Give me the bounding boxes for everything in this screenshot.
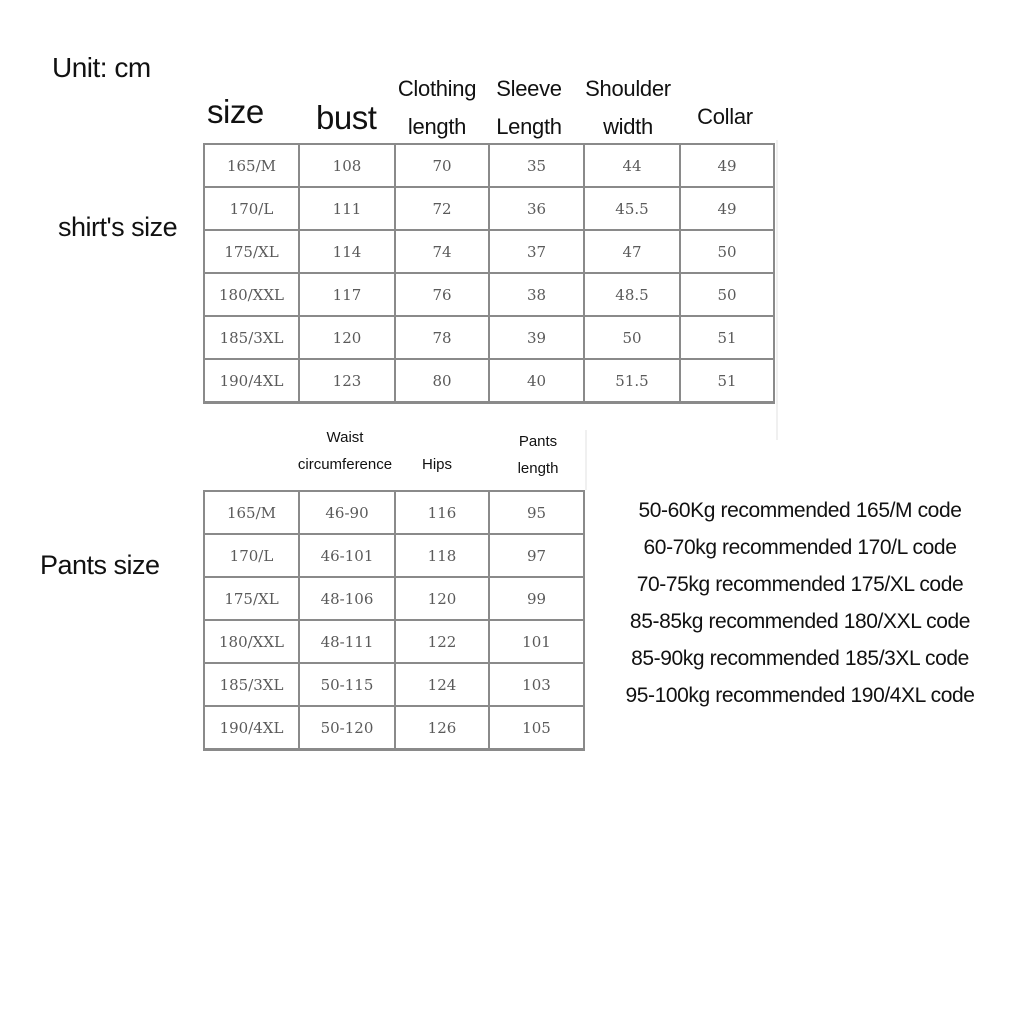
recommendation-item: 85-90kg recommended 185/3XL code	[631, 647, 969, 670]
table-row	[204, 273, 774, 316]
table-cell: 175/XL	[204, 230, 299, 273]
table-cell: 165/M	[204, 144, 299, 187]
table-cell: 111	[299, 187, 395, 230]
header-line: Length	[496, 114, 562, 139]
header-line: length	[517, 460, 559, 477]
table-cell: 80	[395, 359, 489, 403]
header-line: Waist	[326, 429, 364, 446]
header-line: Shoulder	[585, 76, 671, 101]
table-row	[204, 577, 584, 620]
table-cell: 46-101	[299, 534, 395, 577]
table-cell: 74	[395, 230, 489, 273]
table-cell: 39	[489, 316, 584, 359]
shirt-header-shoulder-width	[578, 70, 678, 146]
table-cell: 95	[489, 491, 584, 534]
table-cell: 118	[395, 534, 489, 577]
table-cell: 50-120	[299, 706, 395, 750]
pants-header-waist	[295, 424, 395, 478]
table-cell: 117	[299, 273, 395, 316]
table-cell: 35	[489, 144, 584, 187]
table-cell: 50	[680, 273, 774, 316]
table-cell: 170/L	[204, 534, 299, 577]
table-cell: 50	[680, 230, 774, 273]
table-cell: 170/L	[204, 187, 299, 230]
table-cell: 123	[299, 359, 395, 403]
table-cell: 126	[395, 706, 489, 750]
table-cell: 114	[299, 230, 395, 273]
shirt-header-sleeve-length	[482, 70, 576, 146]
header-line: Pants	[518, 433, 558, 450]
divider	[585, 430, 587, 490]
table-cell: 78	[395, 316, 489, 359]
table-row	[204, 706, 584, 750]
table-cell: 46-90	[299, 491, 395, 534]
table-cell: 122	[395, 620, 489, 663]
table-cell: 36	[489, 187, 584, 230]
shirt-header-size: size	[207, 93, 264, 130]
table-row	[204, 316, 774, 359]
table-cell: 180/XXL	[204, 620, 299, 663]
shirt-header-clothing-length	[390, 70, 484, 146]
table-cell: 51.5	[584, 359, 680, 403]
table-cell: 72	[395, 187, 489, 230]
table-cell: 50	[584, 316, 680, 359]
table-cell: 38	[489, 273, 584, 316]
table-cell: 48.5	[584, 273, 680, 316]
header-line: Clothing	[397, 76, 477, 101]
table-cell: 76	[395, 273, 489, 316]
table-cell: 185/3XL	[204, 316, 299, 359]
table-cell: 105	[489, 706, 584, 750]
table-row	[204, 230, 774, 273]
pants-section-label: Pants size	[40, 550, 160, 580]
recommendation-item: 50-60Kg recommended 165/M code	[638, 499, 962, 522]
table-cell: 48-106	[299, 577, 395, 620]
table-row	[204, 663, 584, 706]
table-row	[204, 187, 774, 230]
table-cell: 165/M	[204, 491, 299, 534]
table-cell: 49	[680, 187, 774, 230]
table-cell: 120	[299, 316, 395, 359]
table-row	[204, 534, 584, 577]
table-cell: 103	[489, 663, 584, 706]
table-cell: 99	[489, 577, 584, 620]
table-cell: 40	[489, 359, 584, 403]
unit-label: Unit: cm	[52, 52, 151, 83]
table-row	[204, 144, 774, 187]
table-row	[204, 359, 774, 403]
table-cell: 185/3XL	[204, 663, 299, 706]
pants-header-hips: Hips	[421, 456, 452, 473]
table-row	[204, 620, 584, 663]
table-cell: 101	[489, 620, 584, 663]
recommendation-item: 95-100kg recommended 190/4XL code	[625, 684, 975, 707]
shirt-size-table	[203, 143, 775, 404]
table-cell: 45.5	[584, 187, 680, 230]
header-line: circumference	[297, 456, 393, 473]
table-cell: 48-111	[299, 620, 395, 663]
table-cell: 51	[680, 316, 774, 359]
table-cell: 51	[680, 359, 774, 403]
header-line: Sleeve	[496, 76, 562, 101]
pants-header-pants-length	[498, 428, 578, 482]
shirt-header-bust: bust	[316, 99, 377, 136]
table-cell: 190/4XL	[204, 359, 299, 403]
table-cell: 70	[395, 144, 489, 187]
divider	[776, 140, 778, 440]
recommendation-item: 85-85kg recommended 180/XXL code	[629, 610, 971, 633]
recommendation-item: 70-75kg recommended 175/XL code	[636, 573, 964, 596]
table-cell: 97	[489, 534, 584, 577]
shirt-header-collar: Collar	[697, 104, 753, 129]
table-cell: 44	[584, 144, 680, 187]
table-cell: 190/4XL	[204, 706, 299, 750]
table-cell: 47	[584, 230, 680, 273]
table-cell: 49	[680, 144, 774, 187]
table-cell: 180/XXL	[204, 273, 299, 316]
pants-size-table	[203, 490, 585, 751]
table-cell: 124	[395, 663, 489, 706]
table-cell: 108	[299, 144, 395, 187]
table-cell: 50-115	[299, 663, 395, 706]
shirt-section-label: shirt's size	[58, 212, 178, 242]
table-row	[204, 491, 584, 534]
table-cell: 37	[489, 230, 584, 273]
table-cell: 116	[395, 491, 489, 534]
table-cell: 175/XL	[204, 577, 299, 620]
header-line: length	[407, 114, 467, 139]
recommendation-item: 60-70kg recommended 170/L code	[643, 536, 957, 559]
weight-recommendations	[600, 492, 1000, 714]
table-cell: 120	[395, 577, 489, 620]
header-line: width	[603, 114, 653, 139]
